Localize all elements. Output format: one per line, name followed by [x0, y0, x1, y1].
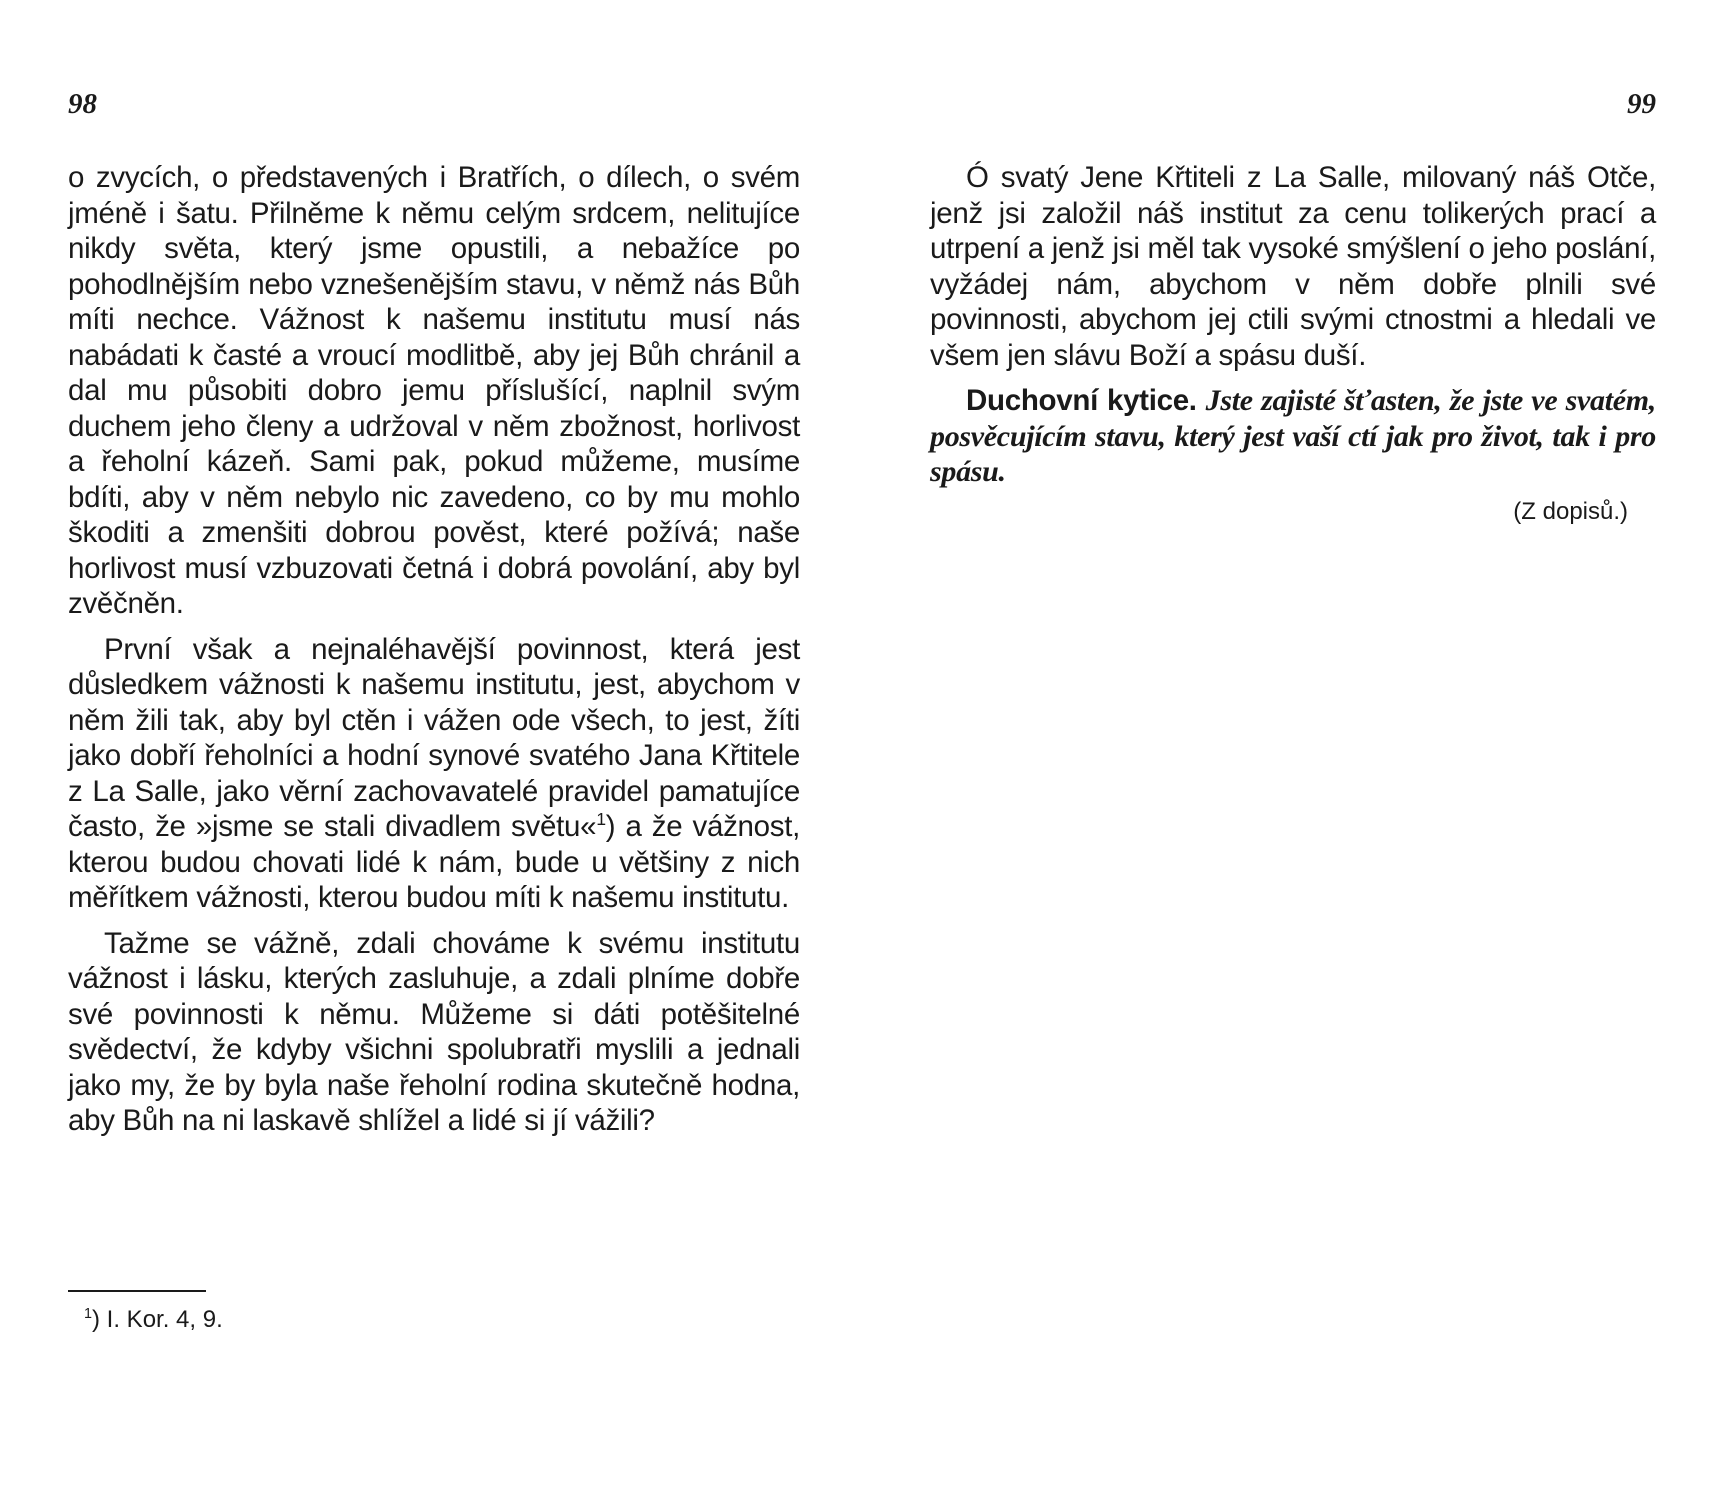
paragraph-3: Tažme se vážně, zdali chováme k svému institutu vážnost i lásku, kterých zasluhuje, a zdali plníme dobře své povinnosti k němu. Můžeme si dáti potěšitelné svědectví, že kdyby všichni spolubratři myslili a jednali jako my, že by byla naše řeholní rodina skutečně hodna, aby Bůh na ni laskavě shlížel a lidé si jí vážili? [68, 926, 800, 1137]
prayer-paragraph: Ó svatý Jene Křtiteli z La Salle, milovaný náš Otče, jenž jsi založil náš institut za cenu tolikerých prací a utrpení a jenž jsi měl tak vysoké smýšlení o jeho poslání, vyžádej nám, abychom v něm dobře plnili své povinnosti, abychom jej ctili svými ctnostmi a hledali ve všem jen slávu Boží a spásu duší. [930, 161, 1656, 372]
paragraph-2-text-after: ) a že vážnost, kterou budou chovati lidé k nám, bude u většiny z nich měřítkem vážnosti, kterou budou míti k našemu institutu. [68, 810, 800, 914]
paragraph-1: o zvycích, o představených i Bratřích, o dílech, o svém jméně i šatu. Přilněme k němu celým srdcem, nelitujíce nikdy světa, který jsme opustili, a nebažíce po pohodlnějším nebo vznešenějším stavu, v němž nás Bůh míti nechce. Vážnost k našemu institutu musí nás nabádati k časté a vroucí modlitbě, aby jej Bůh chránil a dal mu působiti dobro jemu příslušící, naplnil svým duchem jeho členy a udržoval v něm zbožnost, horlivost a řeholní kázeň. Sami pak, pokud můžeme, musíme bdíti, aby v něm nebylo nic zavedeno, co by mu mohlo škoditi a zmenšiti dobrou pověst, které požívá; naše horlivost musí vzbuzovati četná i dobrá povolání, aby byl zvěčněn. [68, 161, 800, 620]
footnote-text: ) I. Kor. 4, 9. [92, 1306, 223, 1333]
spiritual-bouquet [930, 383, 1656, 490]
paragraph-2 [68, 632, 800, 916]
footnote-divider [68, 1290, 206, 1292]
footnote-mark: 1 [84, 1306, 93, 1322]
footnote [84, 1306, 223, 1334]
bouquet-label: Duchovní kytice. [966, 384, 1197, 417]
page-number-left: 98 [68, 88, 97, 120]
right-page-text [930, 160, 1656, 529]
source-citation: (Z dopisů.) [1513, 497, 1628, 525]
paragraph-2-text-before: První však a nejnaléhavější povinnost, která jest důsledkem vážnosti k našemu institutu, jest, abychom v něm žili tak, aby byl ctěn i vážen ode všech, to jest, žíti jako dobří řeholníci a hodní synové svatého Jana Křtitele z La Salle, jako věrní zachovavatelé pravidel pamatujíce často, že »jsme se stali divadlem světu« [68, 632, 800, 843]
left-page-text [68, 160, 800, 1139]
page-number-right: 99 [1627, 88, 1656, 120]
footnote-reference: 1 [596, 809, 606, 830]
bouquet-text: Jste zajisté šťasten, že jste ve svatém, posvěcujícím stavu, který jest vaší ctí jak pro život, tak i pro spásu. [930, 384, 1656, 488]
